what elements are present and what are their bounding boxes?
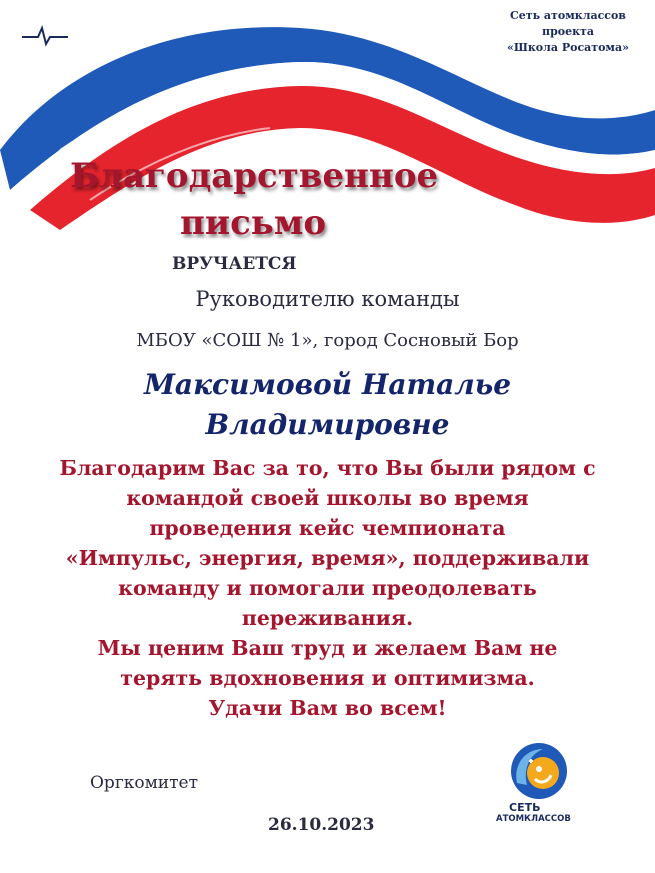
gratitude-line: Мы ценим Ваш труд и желаем Вам не [97, 636, 558, 660]
gratitude-line: терять вдохновения и оптимизма. [120, 666, 535, 690]
certificate-date: 26.10.2023 [268, 815, 375, 835]
logo-text-line-1: СЕТЬ [509, 801, 541, 814]
gratitude-line: «Импульс, энергия, время», поддерживали [65, 546, 590, 570]
header-line: Сеть атомклассов [510, 9, 626, 22]
gratitude-line: команду и помогали преодолевать [118, 576, 537, 600]
certificate-title-line-2: письмо [180, 203, 327, 243]
gratitude-line: переживания. [241, 606, 414, 630]
gratitude-text [20, 453, 635, 723]
gratitude-line: командой своей школы во время [126, 486, 529, 510]
atom-pulse-icon [20, 20, 70, 50]
gratitude-line: Благодарим Вас за то, что Вы были рядом с [59, 456, 596, 480]
awarded-label: ВРУЧАЕТСЯ [172, 254, 297, 274]
signature-organizer: Оргкомитет [90, 773, 199, 793]
gratitude-line: проведения кейс чемпионата [149, 516, 506, 540]
logo-text-line-2: АТОМКЛАССОВ [496, 814, 571, 824]
recipient-school: МБОУ «СОШ № 1», город Сосновый Бор [136, 330, 519, 351]
gratitude-line: Удачи Вам во всем! [208, 696, 447, 720]
recipient-name-line-1: Максимовой Наталье [143, 368, 512, 401]
certificate-title-line-1: Благодарственное [70, 156, 439, 196]
recipient-name-line-2: Владимировне [205, 408, 450, 441]
header-line: проекта [542, 25, 594, 38]
header-line: «Школа Росатома» [507, 41, 629, 54]
project-header-note [488, 8, 648, 56]
recipient-role: Руководителю команды [195, 287, 460, 311]
